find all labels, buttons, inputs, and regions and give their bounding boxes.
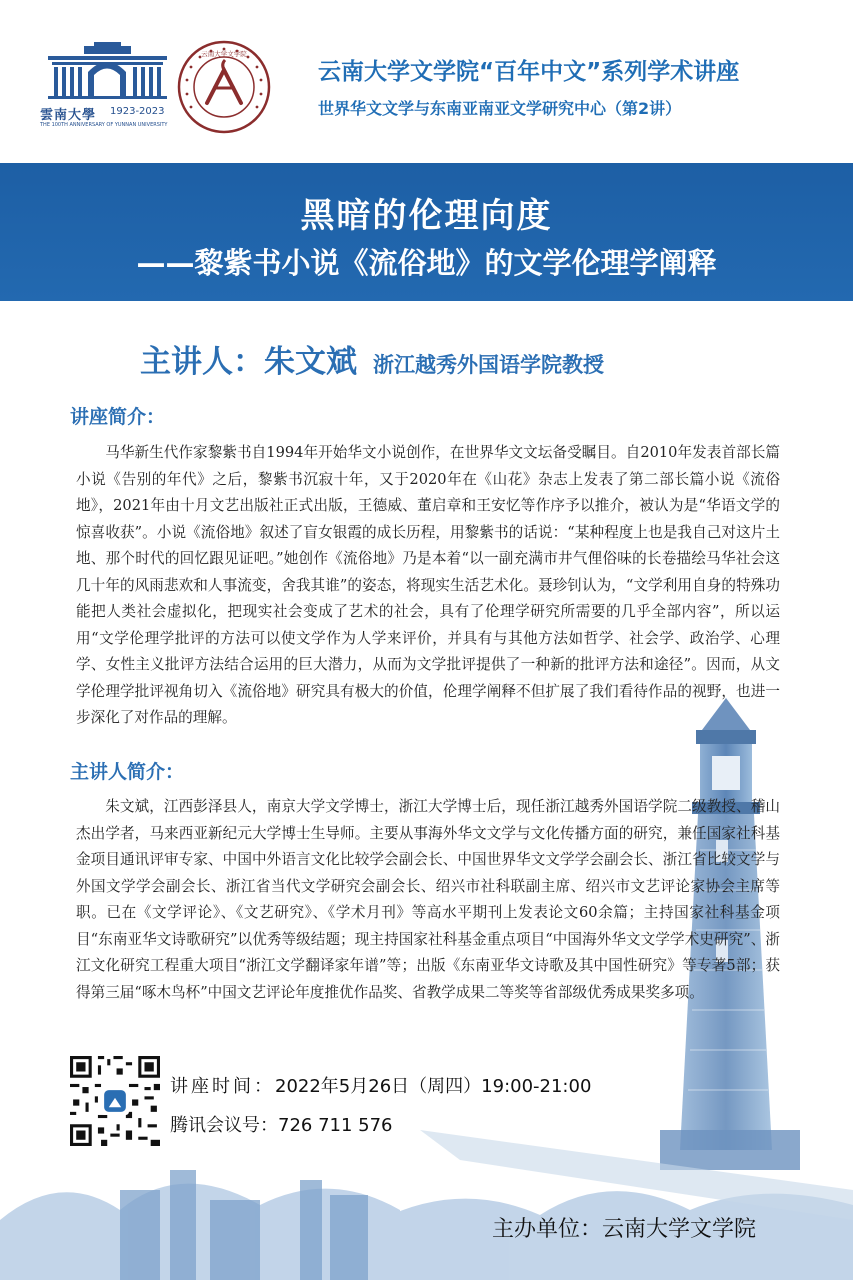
ynu-centennial-logo (40, 42, 175, 132)
seal-text: 云南大学文学院 (201, 50, 247, 58)
qr-code-icon[interactable] (70, 1056, 160, 1146)
meeting-number (170, 1111, 393, 1137)
college-seal-icon (177, 40, 271, 134)
lecture-intro-text: 马华新生代作家黎紫书自1994年开始华文小说创作，在世界华文文坛备受瞩目。自2010年发表首部长篇小说《告别的年代》之后，黎紫书沉寂十年，又于2020年在《山花》杂志上发表了第二部长篇小说《流俗地》，2021年由十月文艺出版社正式出版，王德威、董启章和王安忆等作序予以推介，被认为是“华语文学的惊喜收获”。小说《流俗地》叙述了盲女银霞的成长历程，用黎紫书的话说：“某种程度上也是我自己对这片土地、那个时代的回忆跟见证吧。”她创作《流俗地》乃是本着“以一副充满市井气俚俗味的长卷描绘马华社会这几十年的风雨悲欢和人事流变，舍我其谁”的姿态，将现实生活艺术化。聂珍钊认为，“文学利用自身的特殊功能把人类社会虚拟化，把现实社会变成了艺术的社会，具有了伦理学研究所需要的几乎全部内容”，所以运用“文学伦理学批评的方法可以使文学作为人学来评价，并具有与其他方法如哲学、社会学、政治学、心理学、女性主义批评方法结合运用的巨大潜力，从而为文学批评提供了一种新的批评方法和途径”。因而，从文学伦理学批评视角切入《流俗地》研究具有极大的价值，伦理学阐释不但扩展了我们看待作品的视野，也进一步深化了对作品的理解。 (76, 444, 780, 726)
speaker-affiliation: 浙江越秀外国语学院教授 (373, 353, 604, 377)
series-title: 云南大学文学院“百年中文”系列学术讲座 (318, 59, 740, 85)
lecture-time (170, 1072, 591, 1098)
logo-chinese-text: 雲南大學 (40, 108, 97, 123)
lecture-intro-heading: 讲座简介： (70, 406, 166, 428)
speaker-intro-heading: 主讲人简介： (70, 761, 185, 783)
lecture-time-label: 讲座时间： (170, 1076, 275, 1097)
speaker-label: 主讲人： (140, 344, 264, 380)
speaker-line (140, 336, 604, 381)
logo-years: 1923-2023 (110, 106, 165, 117)
speaker-intro-text: 朱文斌，江西彭泽县人，南京大学文学博士，浙江大学博士后，现任浙江越秀外国语学院二级教授、稽山杰出学者，马来西亚新纪元大学博士生导师。主要从事海外华文文学与文化传播方面的研究，兼任国家社科基金项目通讯评审专家、中国中外语言文化比较学会副会长、中国世界华文文学学会副会长、浙江省比较文学与外国文学学会副会长、浙江省当代文学研究会副会长、绍兴市社科联副主席、绍兴市文艺评论家协会主席等职。已在《文学评论》、《文艺研究》、《学术月刊》等高水平期刊上发表论文60余篇；主持国家社科基金项目“东南亚华文诗歌研究”以优秀等级结题；现主持国家社科基金重点项目“中国海外华文文学学术史研究”、浙江文化研究工程重大项目“浙江文学翻译家年谱”等；出版《东南亚华文诗歌及其中国性研究》等专著5部；获得第三届“啄木鸟杯”中国文艺评论年度推优作品奖、省教学成果二等奖等省部级优秀成果奖多项。 (76, 798, 780, 1001)
lecture-subtitle: ——黎紫书小说《流俗地》的文学伦理学阐释 (136, 246, 717, 280)
lecture-title: 黑暗的伦理向度 (300, 196, 553, 236)
host-value: 云南大学文学院 (602, 1217, 757, 1242)
host-organization (492, 1212, 756, 1243)
host-label: 主办单位： (492, 1217, 603, 1242)
ynu-gate-icon (44, 42, 171, 100)
lecture-time-value: 2022年5月26日（周四）19:00-21:00 (275, 1076, 592, 1097)
series-subtitle: 世界华文文学与东南亚南亚文学研究中心（第2讲） (318, 99, 682, 118)
speaker-name: 朱文斌 (264, 344, 357, 380)
meeting-number-value: 726 711 576 (278, 1115, 393, 1136)
logo-subtitle: THE 100TH ANNIVERSARY OF YUNNAN UNIVERSITY (40, 122, 168, 128)
meeting-number-label: 腾讯会议号： (170, 1115, 278, 1136)
